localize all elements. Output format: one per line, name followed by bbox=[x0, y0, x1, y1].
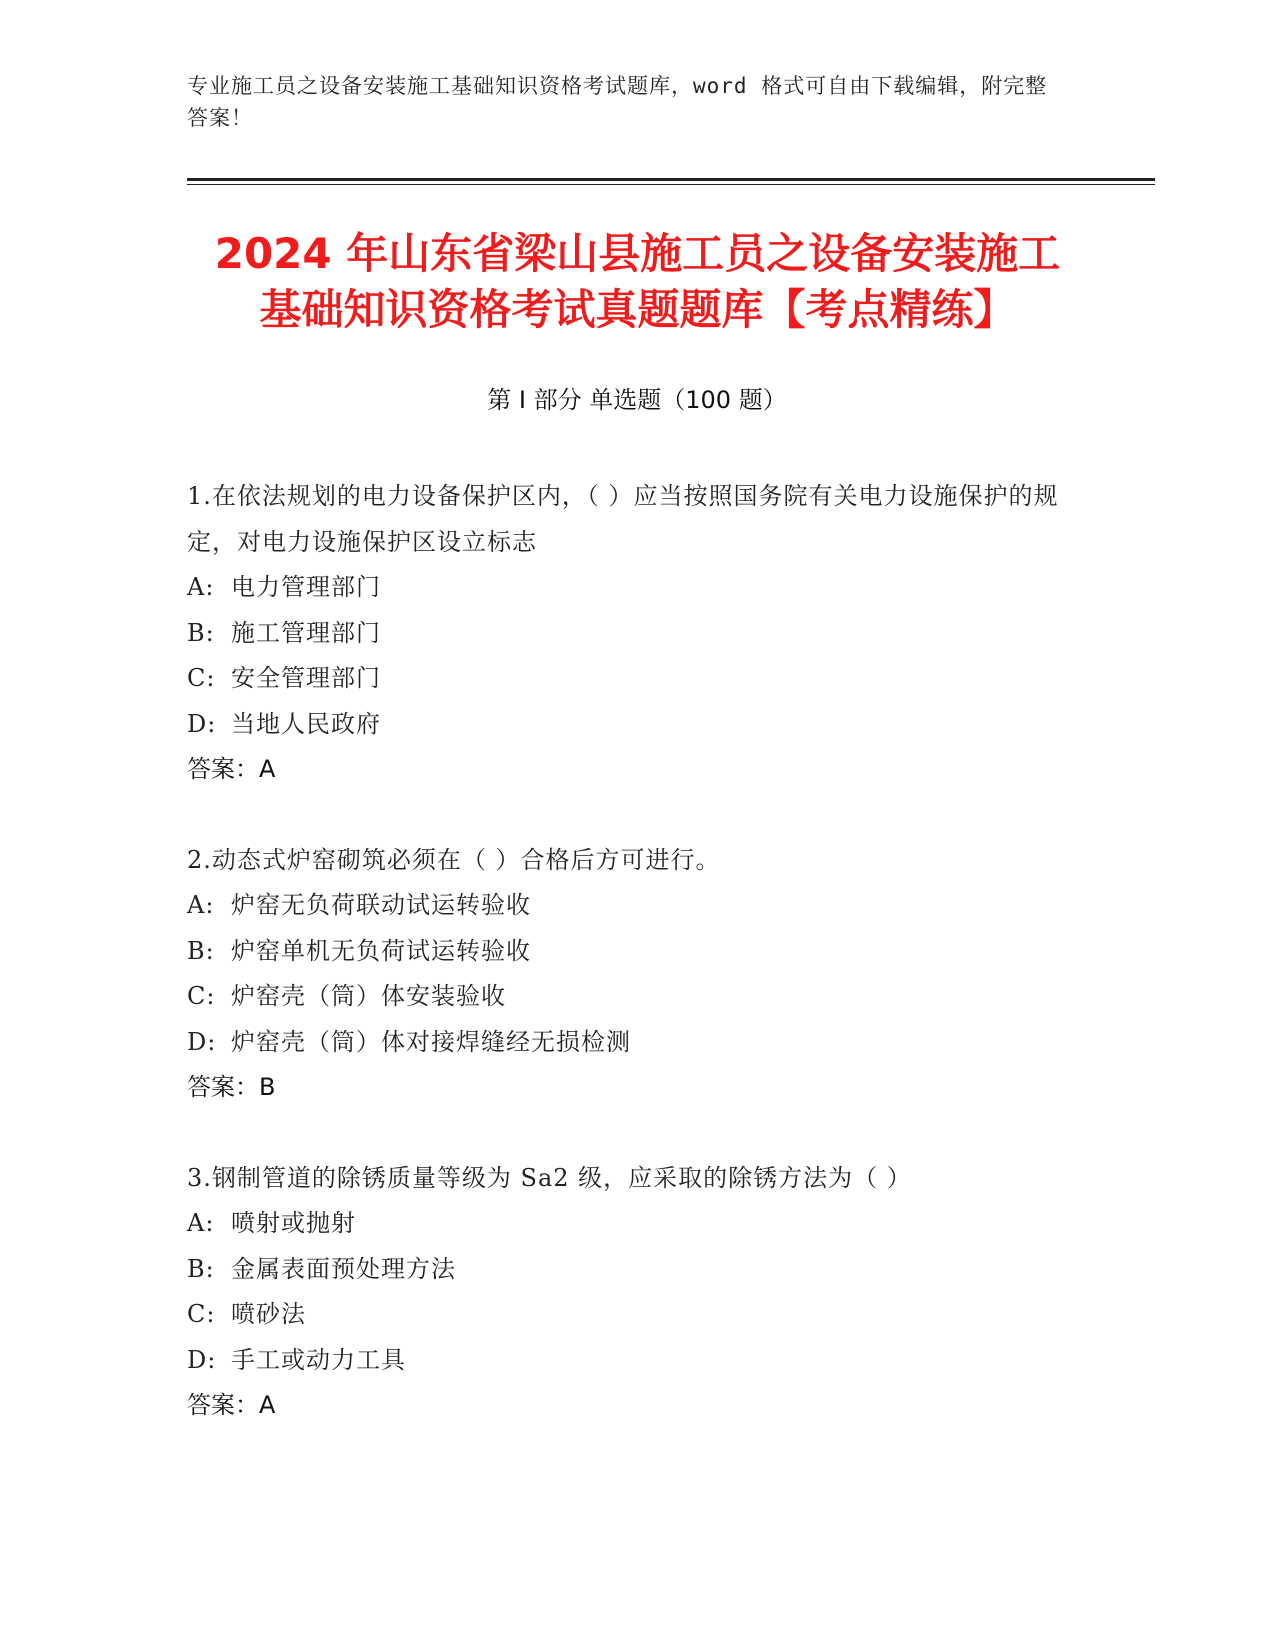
option-text: 安全管理部门 bbox=[231, 664, 381, 692]
option-b bbox=[187, 1247, 1087, 1293]
option-c bbox=[187, 656, 1087, 702]
option-letter: A: bbox=[187, 573, 215, 601]
option-text: 炉窑无负荷联动试运转验收 bbox=[231, 891, 531, 919]
document-title-line-2: 基础知识资格考试真题题库【考点精练】 bbox=[259, 285, 1016, 334]
option-text: 喷射或抛射 bbox=[231, 1209, 356, 1237]
option-c bbox=[187, 974, 1087, 1020]
option-letter: D: bbox=[187, 1027, 217, 1056]
question-1 bbox=[187, 474, 1087, 793]
question-text: 2.动态式炉窑砌筑必须在（ ）合格后方可进行。 bbox=[187, 845, 721, 874]
document-title-line-1: 2024 年山东省梁山县施工员之设备安装施工 bbox=[214, 229, 1061, 278]
option-d bbox=[187, 702, 1087, 748]
option-a bbox=[187, 883, 1087, 929]
option-letter: B: bbox=[187, 936, 215, 965]
option-text: 当地人民政府 bbox=[231, 709, 381, 738]
option-b bbox=[187, 929, 1087, 975]
question-list bbox=[187, 474, 1087, 1474]
option-a bbox=[187, 1201, 1087, 1247]
answer-line: 答案：B bbox=[187, 1073, 276, 1101]
option-letter: D: bbox=[187, 1345, 217, 1374]
option-text: 炉窑壳（筒）体安装验收 bbox=[231, 982, 506, 1010]
answer-line: 答案：A bbox=[187, 755, 276, 783]
option-text: 喷砂法 bbox=[231, 1300, 306, 1328]
option-letter: C: bbox=[187, 1300, 216, 1328]
option-d bbox=[187, 1338, 1087, 1384]
option-text: 电力管理部门 bbox=[231, 573, 381, 601]
question-3 bbox=[187, 1156, 1087, 1429]
option-d bbox=[187, 1020, 1087, 1066]
question-text: 1.在依法规划的电力设备保护区内，（ ）应当按照国务院有关电力设施保护的规定，对电力设施保护区设立标志 bbox=[187, 482, 1059, 556]
answer-line: 答案：A bbox=[187, 1391, 276, 1419]
option-letter: B: bbox=[187, 1254, 215, 1283]
header-divider-thin bbox=[187, 184, 1155, 185]
option-letter: D: bbox=[187, 709, 217, 738]
option-letter: B: bbox=[187, 618, 215, 647]
option-a bbox=[187, 565, 1087, 611]
option-letter: C: bbox=[187, 982, 216, 1010]
option-text: 手工或动力工具 bbox=[231, 1345, 406, 1374]
question-2 bbox=[187, 838, 1087, 1111]
question-text: 3.钢制管道的除锈质量等级为 Sa2 级，应采取的除锈方法为（ ） bbox=[187, 1163, 912, 1192]
option-text: 炉窑壳（筒）体对接焊缝经无损检测 bbox=[231, 1027, 631, 1056]
option-text: 金属表面预处理方法 bbox=[231, 1254, 456, 1283]
option-c bbox=[187, 1292, 1087, 1338]
option-text: 施工管理部门 bbox=[231, 618, 381, 647]
document-title bbox=[150, 226, 1125, 338]
option-letter: C: bbox=[187, 664, 216, 692]
section-heading: 第 I 部分 单选题（100 题） bbox=[487, 386, 787, 414]
option-b bbox=[187, 611, 1087, 657]
header-divider-thick bbox=[187, 178, 1155, 181]
option-letter: A: bbox=[187, 891, 215, 919]
header-note: 专业施工员之设备安装施工基础知识资格考试题库，word 格式可自由下载编辑，附完整答案！ bbox=[187, 74, 1048, 130]
option-letter: A: bbox=[187, 1209, 215, 1237]
option-text: 炉窑单机无负荷试运转验收 bbox=[231, 936, 531, 965]
